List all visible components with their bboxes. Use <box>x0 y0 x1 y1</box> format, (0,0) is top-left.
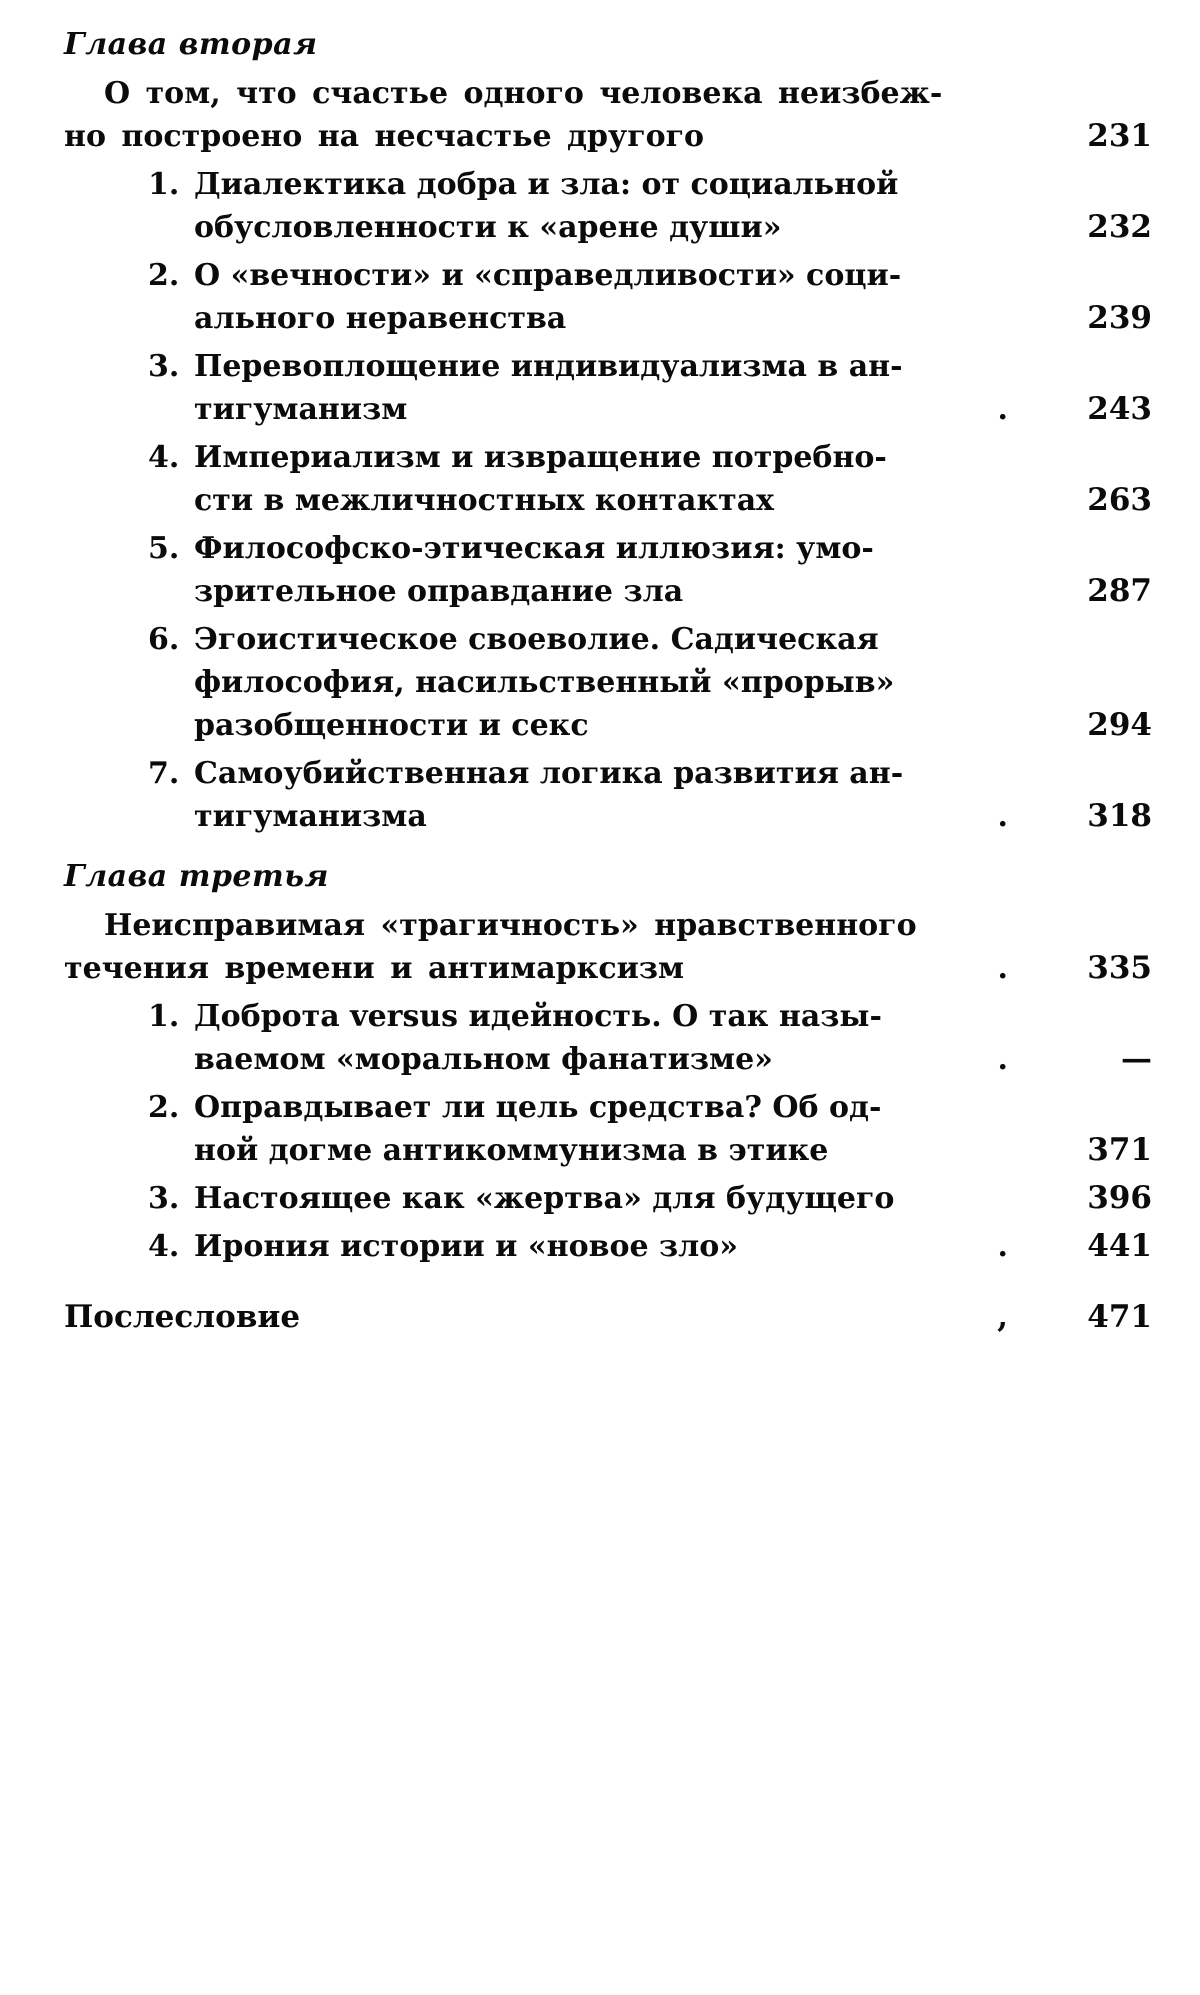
entry-text: но построено на несчастье другого <box>64 119 704 154</box>
entry-line <box>64 1296 1022 1339</box>
toc-entry <box>64 995 1152 1081</box>
entry-page-number: 231 <box>1087 118 1152 154</box>
entry-text: Ирония истории и «новое зло» <box>194 1229 739 1264</box>
afterword-entry <box>64 1296 1152 1339</box>
toc-item-list <box>64 995 1152 1268</box>
entry-number: 6. <box>148 622 180 657</box>
entry-line <box>64 947 1022 990</box>
entry-page-number: 396 <box>1087 1180 1152 1216</box>
entry-text: ной догме антикоммунизма в этике <box>194 1133 829 1168</box>
entry-line <box>64 115 1022 158</box>
entry-line: О «вечности» и «справедливости» соци- <box>194 258 902 293</box>
entry-line: Эгоистическое своеволие. Садическая <box>194 622 879 657</box>
dot-leader: , <box>997 1299 1008 1335</box>
entry-number: 3. <box>148 1181 180 1216</box>
toc-entry <box>64 436 1152 522</box>
entry-text: обусловленности к «арене души» <box>194 210 782 245</box>
entry-text: тигуманизма <box>194 799 427 834</box>
chapter-heading-entry <box>64 72 1152 158</box>
toc-entry <box>64 254 1152 340</box>
dot-leader: . <box>997 392 1008 427</box>
entry-text: ваемом «моральном фанатизме» <box>194 1042 773 1077</box>
entry-page-number: 239 <box>1087 300 1152 336</box>
chapter-label: Глава вторая <box>64 27 318 62</box>
entry-line: Философско-этическая иллюзия: умо- <box>194 531 874 566</box>
entry-number: 7. <box>148 756 180 791</box>
entry-line: философия, насильственный «прорыв» <box>194 665 895 700</box>
dot-leader: . <box>997 1229 1008 1264</box>
entry-number: 4. <box>148 440 180 475</box>
toc-sections <box>64 24 1152 1268</box>
entry-number: 3. <box>148 349 180 384</box>
entry-text: тигуманизм <box>194 392 408 427</box>
entry-line: Империализм и извращение потребно- <box>194 440 887 475</box>
toc-item-list <box>64 163 1152 838</box>
entry-page-number: 263 <box>1087 482 1152 518</box>
entry-text: зрительное оправдание зла <box>194 574 684 609</box>
entry-number: 1. <box>148 999 180 1034</box>
entry-line <box>194 206 1022 249</box>
entry-line: Неисправимая «трагичность» нравственного <box>104 908 917 943</box>
entry-line <box>194 388 1022 431</box>
toc-entry <box>64 163 1152 249</box>
toc-entry <box>64 752 1152 838</box>
entry-line <box>194 479 1022 522</box>
entry-page-number: 294 <box>1087 707 1152 743</box>
entry-page-number: 371 <box>1087 1132 1152 1168</box>
chapter-heading-entry <box>64 904 1152 990</box>
entry-text: течения времени и антимарксизм <box>64 951 685 986</box>
entry-number: 1. <box>148 167 180 202</box>
entry-text: сти в межличностных контактах <box>194 483 775 518</box>
entry-page-number: — <box>1121 1041 1152 1077</box>
entry-text: ального неравенства <box>194 301 567 336</box>
table-of-contents <box>64 24 1152 1339</box>
entry-page-number: 441 <box>1087 1228 1152 1264</box>
entry-page-number: 287 <box>1087 573 1152 609</box>
toc-section <box>64 24 1152 838</box>
entry-page-number: 243 <box>1087 391 1152 427</box>
entry-line: Самоубийственная логика развития ан- <box>194 756 904 791</box>
toc-entry <box>64 345 1152 431</box>
toc-section <box>64 856 1152 1268</box>
dot-leader: . <box>997 1042 1008 1077</box>
entry-page-number: 318 <box>1087 798 1152 834</box>
toc-entry <box>64 1086 1152 1172</box>
entry-line <box>194 1177 1022 1220</box>
entry-number: 2. <box>148 258 180 293</box>
entry-line <box>194 1225 1022 1268</box>
afterword-label: Послесловие <box>64 1299 301 1335</box>
entry-text: Настоящее как «жертва» для будущего <box>194 1181 895 1216</box>
entry-line <box>194 570 1022 613</box>
entry-line: Диалектика добра и зла: от социальной <box>194 167 899 202</box>
entry-line: Оправдывает ли цель средства? Об од- <box>194 1090 882 1125</box>
entry-page-number: 232 <box>1087 209 1152 245</box>
toc-entry <box>64 618 1152 747</box>
entry-line: О том, что счастье одного человека неизбеж- <box>104 76 943 111</box>
entry-line: Доброта versus идейность. О так назы- <box>194 999 882 1034</box>
entry-line <box>194 297 1022 340</box>
entry-text: разобщенности и секс <box>194 708 589 743</box>
entry-number: 2. <box>148 1090 180 1125</box>
dot-leader: . <box>997 951 1008 986</box>
entry-line <box>194 704 1022 747</box>
entry-line: Перевоплощение индивидуализма в ан- <box>194 349 903 384</box>
entry-line <box>194 1129 1022 1172</box>
toc-entry <box>64 527 1152 613</box>
entry-page-number: 471 <box>1087 1299 1152 1335</box>
entry-number: 5. <box>148 531 180 566</box>
toc-entry <box>64 1177 1152 1220</box>
dot-leader: . <box>997 799 1008 834</box>
toc-entry <box>64 1225 1152 1268</box>
entry-number: 4. <box>148 1229 180 1264</box>
entry-line <box>194 795 1022 838</box>
entry-line <box>194 1038 1022 1081</box>
entry-page-number: 335 <box>1087 950 1152 986</box>
chapter-label: Глава третья <box>64 859 329 894</box>
